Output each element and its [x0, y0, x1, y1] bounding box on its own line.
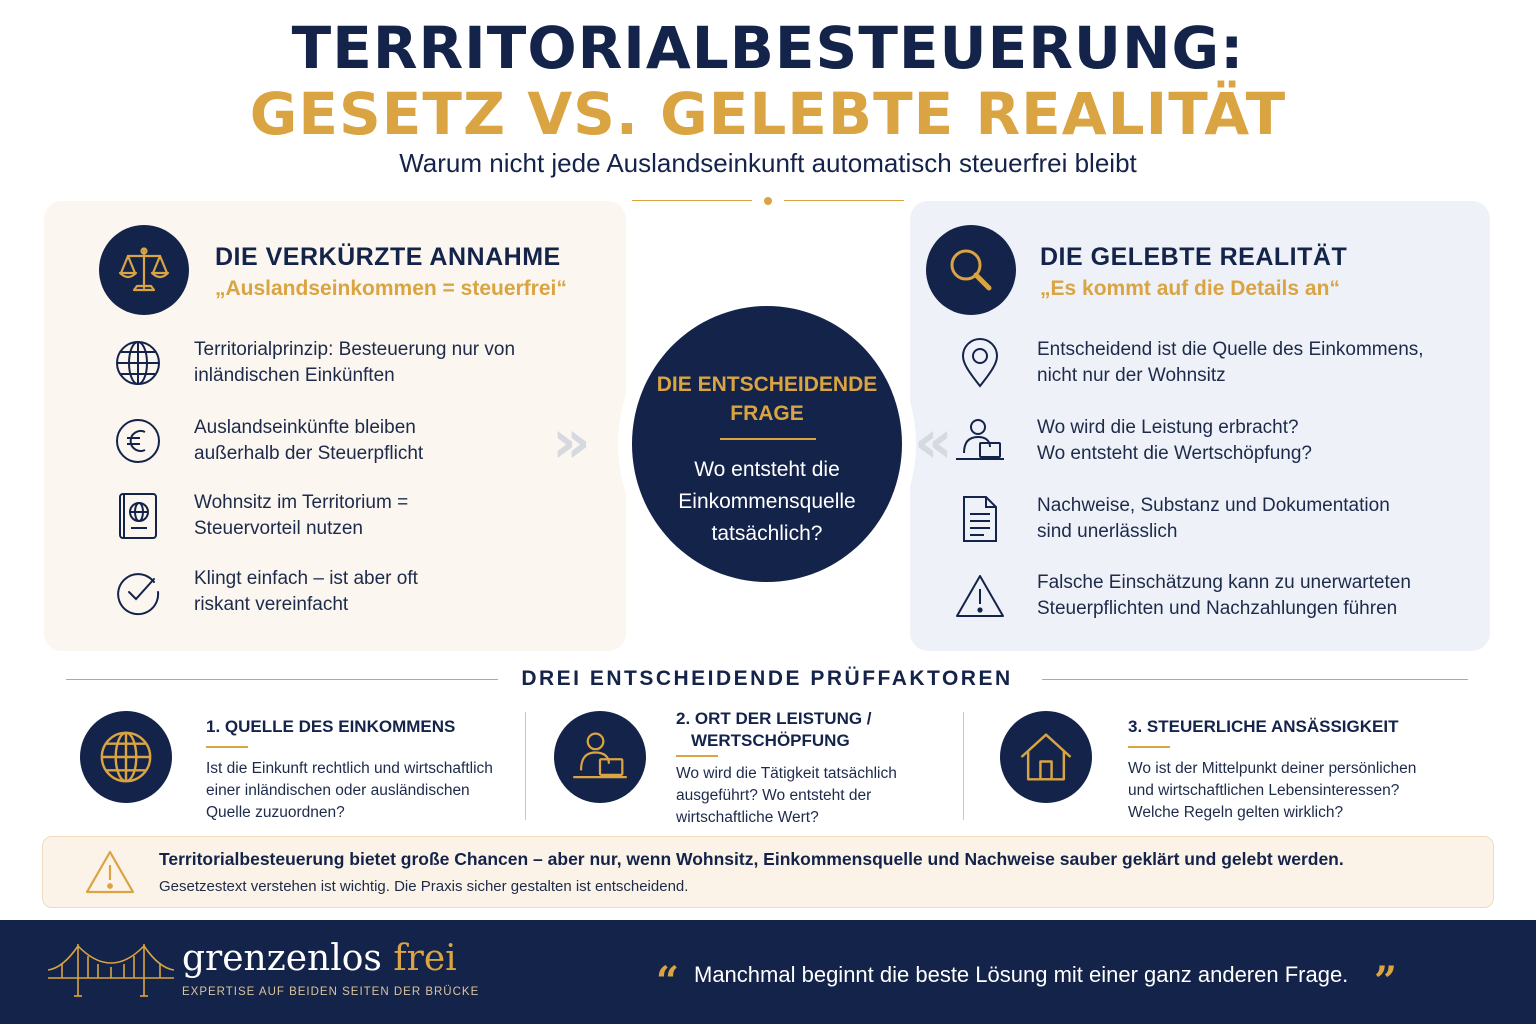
factor-2-text [676, 763, 897, 829]
close-quote-icon: ” [1374, 958, 1398, 1005]
check-circle-icon [112, 566, 164, 618]
subtitle: Warum nicht jede Auslandseinkunft automatisch steuerfrei bleibt [399, 148, 1137, 178]
factor-3-text-line1: Wo ist der Mittelpunkt deiner persönlichen [1128, 760, 1417, 777]
footer [0, 920, 1536, 1024]
person-laptop-icon [954, 415, 1006, 467]
right-item-2 [954, 415, 1312, 467]
notice-sub-text: Gesetzestext verstehen ist wichtig. Die Praxis sicher gestalten ist entscheidend. [159, 878, 689, 895]
factors-title: DREI ENTSCHEIDENDE PRÜFFAKTOREN [521, 667, 1013, 690]
chevron-left-icon: « [914, 407, 953, 477]
open-quote-icon: “ [656, 958, 680, 1005]
globe-icon [112, 337, 164, 389]
notice-main-text: Territorialbesteuerung bietet große Chancen – aber nur, wenn Wohnsitz, Einkommensquelle und Nachweise sauber geklärt und gelebt werden. [159, 849, 1344, 869]
center-divider [720, 438, 816, 440]
right-item-1 [954, 337, 1424, 389]
center-question-line1: Wo entsteht die [694, 458, 840, 481]
factor-2-text-line1: Wo wird die Tätigkeit tatsächlich [676, 765, 897, 782]
footer-quote: Manchmal beginnt die beste Lösung mit einer ganz anderen Frage. [694, 962, 1349, 987]
left-item-2 [112, 415, 423, 467]
right-item-2-line1: Wo wird die Leistung erbracht? [1037, 417, 1299, 438]
factor-3-rule [1128, 746, 1170, 748]
factor-2-title [676, 708, 872, 752]
factor-1-text-line1: Ist die Einkunft rechtlich und wirtschaftlich [206, 760, 493, 777]
center-question-line3: tatsächlich? [711, 522, 823, 545]
left-item-4 [112, 566, 418, 618]
factor-3-text [1128, 758, 1416, 824]
right-item-3-line1: Nachweise, Substanz und Dokumentation [1037, 495, 1390, 516]
passport-icon [112, 490, 164, 542]
factor-3-text-line3: Welche Regeln gelten wirklich? [1128, 804, 1344, 821]
header-divider [632, 200, 904, 202]
warning-icon [954, 570, 1006, 622]
right-item-2-line2: Wo entsteht die Wertschöpfung? [1037, 443, 1312, 464]
globe-icon [80, 711, 172, 803]
factor-2-rule [676, 755, 718, 757]
factors-header [66, 667, 1468, 693]
factor-2-text-line3: wirtschaftliche Wert? [676, 809, 819, 826]
warning-icon [83, 849, 137, 899]
factor-2-text-line2: ausgeführt? Wo entsteht der [676, 787, 872, 804]
right-item-3-line2: sind unerlässlich [1037, 521, 1178, 542]
factor-1-text-line3: Quelle zuzuordnen? [206, 804, 345, 821]
left-item-2-line1: Auslandseinkünfte bleiben [194, 417, 416, 438]
chevron-right-icon: » [552, 407, 591, 477]
right-panel-title: DIE GELEBTE REALITÄT [1040, 243, 1348, 271]
center-circle [632, 306, 902, 582]
right-item-4-line1: Falsche Einschätzung kann zu unerwarteten [1037, 572, 1411, 593]
title-line-2: GESETZ VS. GELEBTE REALITÄT [249, 80, 1287, 148]
brand-tagline: EXPERTISE AUF BEIDEN SEITEN DER BRÜCKE [182, 986, 480, 998]
right-item-1-line2: nicht nur der Wohnsitz [1037, 365, 1226, 386]
right-item-4-line2: Steuerpflichten und Nachzahlungen führen [1037, 598, 1398, 619]
magnifier-icon [926, 225, 1016, 315]
left-item-3-line1: Wohnsitz im Territorium = [194, 492, 409, 513]
factor-1-rule [206, 746, 248, 748]
center-title [652, 370, 882, 428]
left-panel-quote: „Auslandseinkommen = steuerfrei“ [215, 277, 567, 300]
notice-box [42, 836, 1494, 908]
factor-2-title-line1: 2. ORT DER LEISTUNG / [676, 709, 872, 728]
left-item-3-line2: Steuervorteil nutzen [194, 518, 363, 539]
left-item-2-line2: außerhalb der Steuerpflicht [194, 443, 424, 464]
location-pin-icon [954, 337, 1006, 389]
left-item-1-line2: inländischen Einkünften [194, 365, 395, 386]
document-icon [954, 493, 1006, 545]
right-panel-quote: „Es kommt auf die Details an“ [1040, 277, 1340, 300]
factor-3-title: 3. STEUERLICHE ANSÄSSIGKEIT [1128, 717, 1399, 736]
factor-1-text [206, 758, 493, 824]
left-panel [44, 201, 626, 651]
left-item-4-line2: riskant vereinfacht [194, 594, 349, 615]
scales-icon [99, 225, 189, 315]
bridge-icon [48, 940, 174, 1002]
left-panel-title: DIE VERKÜRZTE ANNAHME [215, 243, 561, 271]
factor-1-text-line2: einer inländischen oder ausländischen [206, 782, 470, 799]
left-item-3 [112, 490, 408, 542]
center-question [652, 454, 882, 550]
title-line-1: TERRITORIALBESTEUERUNG: [291, 14, 1245, 82]
factor-1-title: 1. QUELLE DES EINKOMMENS [206, 717, 456, 736]
euro-icon [112, 415, 164, 467]
factor-separator [963, 712, 964, 820]
factor-3-text-line2: und wirtschaftlichen Lebensinteressen? [1128, 782, 1400, 799]
right-panel [910, 201, 1490, 651]
left-item-1-line1: Territorialprinzip: Besteuerung nur von [194, 339, 516, 360]
left-item-1 [112, 337, 515, 389]
right-item-4 [954, 570, 1411, 622]
brand-name-part2: frei [393, 938, 457, 979]
factor-separator [525, 712, 526, 820]
center-title-line2: FRAGE [730, 402, 804, 425]
center-question-line2: Einkommensquelle [678, 490, 856, 513]
right-item-3 [954, 493, 1390, 545]
factor-2-title-line2: WERTSCHÖPFUNG [691, 731, 850, 750]
left-item-4-line1: Klingt einfach – ist aber oft [194, 568, 418, 589]
center-title-line1: DIE ENTSCHEIDENDE [656, 373, 878, 396]
right-item-1-line1: Entscheidend ist die Quelle des Einkommens, [1037, 339, 1424, 360]
house-icon [1000, 711, 1092, 803]
brand-name-part1: grenzenlos [182, 938, 382, 979]
person-laptop-icon [554, 711, 646, 803]
brand-name [182, 938, 457, 979]
